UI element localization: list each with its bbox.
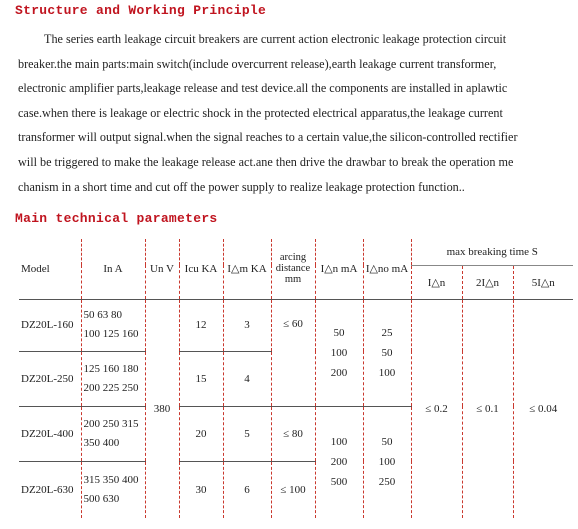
in-a-line: 125 160 180	[83, 362, 139, 375]
iano-value: 50	[381, 346, 393, 359]
iam-cell: 4	[223, 351, 271, 406]
structure-paragraph	[18, 27, 574, 199]
in-a-line: 350 400	[83, 436, 120, 449]
header-iam-ka: I△m KA	[223, 239, 271, 299]
header-in-a: In A	[81, 239, 145, 299]
icu-cell: 30	[179, 461, 223, 518]
iam-cell: 6	[223, 461, 271, 518]
time-2ian-cell: ≤ 0.1	[462, 299, 513, 518]
iano-value: 50	[381, 436, 393, 449]
header-un-v: Un V	[145, 239, 179, 299]
header-iano-ma: I△no mA	[363, 239, 411, 299]
parameters-table	[19, 239, 573, 518]
header-model: Model	[19, 239, 81, 299]
in-a-line: 100 125 160	[83, 328, 139, 340]
ian-cell-group1	[315, 299, 363, 406]
iano-value: 100	[378, 456, 396, 469]
paragraph-line: chanism in a short time and cut off the power supply to realize leakage protection function..	[18, 179, 465, 194]
ian-value: 200	[330, 456, 348, 469]
header-ian-ma: I△n mA	[315, 239, 363, 299]
icu-cell: 12	[179, 299, 223, 351]
paragraph-line: breaker.the main parts:main switch(include overcurrent release),earth leakage current transformer,	[18, 56, 497, 71]
model-cell: DZ20L-250	[19, 351, 81, 406]
iam-cell: 5	[223, 406, 271, 461]
iano-cell-group2	[363, 406, 411, 518]
in-a-cell	[81, 406, 145, 461]
ian-cell-group2	[315, 406, 363, 518]
in-a-cell	[81, 461, 145, 518]
section-title-structure: Structure and Working Principle	[15, 3, 267, 18]
iano-value: 25	[381, 326, 393, 339]
in-a-line: 200 225 250	[83, 381, 139, 394]
iano-value: 100	[378, 366, 396, 379]
arcing-line-2: distance	[275, 263, 311, 275]
iano-value: 250	[378, 476, 396, 489]
paragraph-line: case.when there is leakage or electric shock in the protected electrical apparatus,the leakage current	[18, 105, 503, 120]
time-ian-cell: ≤ 0.2	[411, 299, 462, 518]
arcing-cell: ≤ 60	[271, 299, 315, 406]
in-a-line: 500 630	[83, 492, 120, 505]
in-a-cell	[81, 299, 145, 351]
arcing-line-1: arcing	[279, 252, 307, 264]
header-sub-2ian: 2I△n	[462, 265, 513, 299]
paragraph-line: electronic amplifier parts,leakage release and test device.all the components are installed in aplawtic	[18, 81, 508, 96]
model-cell: DZ20L-630	[19, 461, 81, 518]
ian-value: 100	[330, 346, 348, 359]
model-cell: DZ20L-400	[19, 406, 81, 461]
iam-cell: 3	[223, 299, 271, 351]
icu-cell: 20	[179, 406, 223, 461]
un-v-cell: 380	[145, 299, 179, 518]
in-a-line: 315 350 400	[83, 473, 139, 486]
arcing-line-3: mm	[284, 274, 302, 286]
header-sub-ian: I△n	[411, 265, 462, 299]
in-a-line: 200 250 315	[83, 417, 139, 430]
paragraph-line: will be triggered to make the leakage release act.ane then drive the drawbar to break the operation me	[18, 154, 514, 169]
arcing-cell: ≤ 100	[271, 461, 315, 518]
arcing-cell: ≤ 80	[271, 406, 315, 461]
in-a-line: 50 63 80	[83, 309, 122, 321]
time-5ian-cell: ≤ 0.04	[529, 402, 558, 415]
header-arcing-distance	[271, 239, 315, 299]
in-a-cell	[81, 351, 145, 406]
iano-cell-group1	[363, 299, 411, 406]
paragraph-line: transformer will output signal.when the signal reaches to a certain value,the silicon-controlled rectifier	[18, 130, 518, 145]
ian-value: 500	[330, 476, 348, 489]
ian-value: 200	[330, 366, 348, 379]
header-sub-5ian: 5I△n	[513, 265, 573, 299]
header-max-breaking-time: max breaking time S	[411, 239, 573, 265]
paragraph-line: The series earth leakage circuit breakers are current action electronic leakage protection circuit	[44, 32, 507, 46]
section-title-parameters: Main technical parameters	[15, 211, 218, 226]
icu-cell: 15	[179, 351, 223, 406]
ian-value: 100	[330, 436, 348, 449]
header-icu-ka: Icu KA	[179, 239, 223, 299]
ian-value: 50	[333, 326, 345, 339]
model-cell: DZ20L-160	[19, 299, 81, 351]
